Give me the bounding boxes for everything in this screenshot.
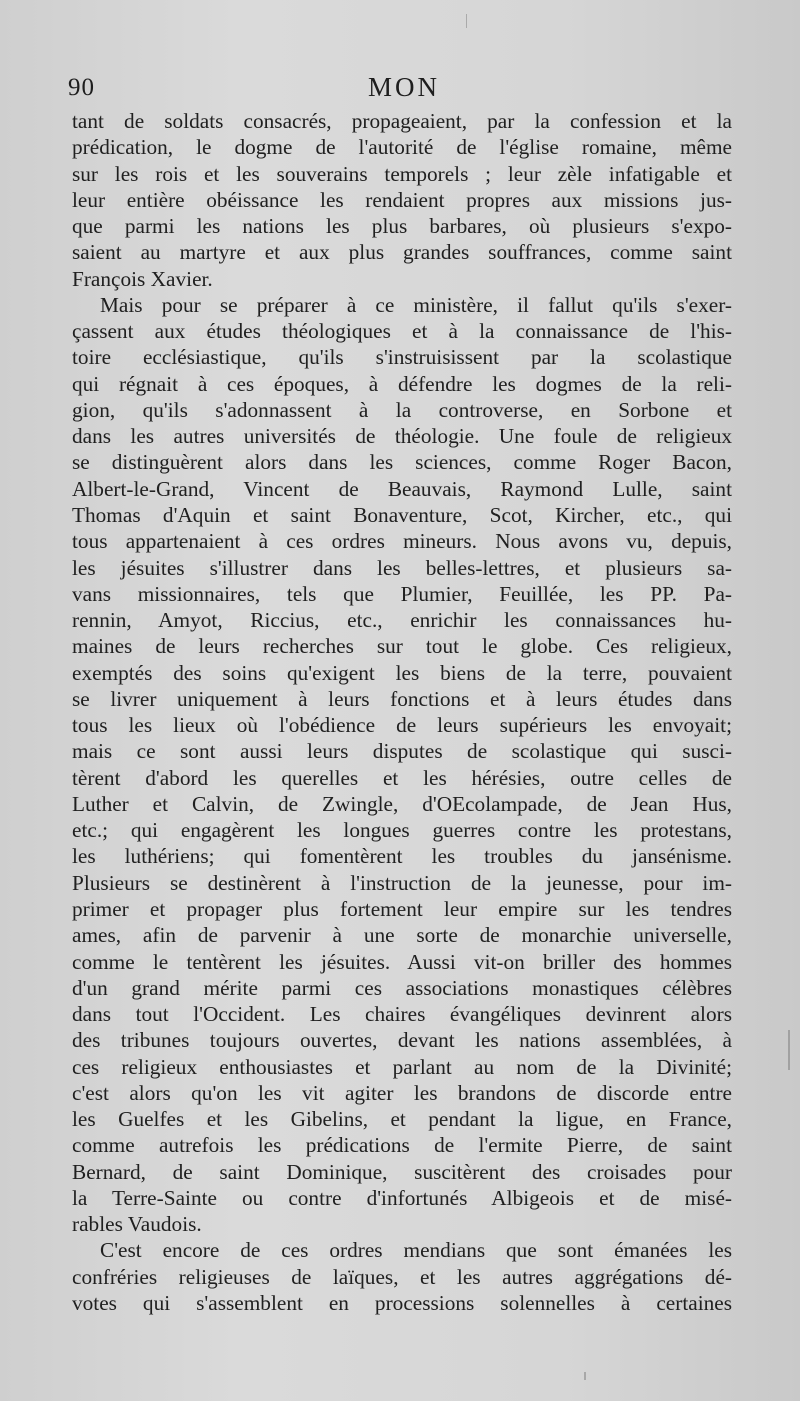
text-line: tous appartenaient à ces ordres mineurs. Nous avons vu, depuis,: [72, 529, 732, 554]
text-line: votes qui s'assemblent en processions solennelles à certaines: [72, 1290, 732, 1315]
text-line: François Xavier.: [72, 266, 213, 291]
text-line: se livrer uniquement à leurs fonctions et à leurs études dans: [72, 686, 732, 711]
text-line: toire ecclésiastique, qu'ils s'instruisissent par la scolastique: [72, 345, 732, 370]
text-line: que parmi les nations les plus barbares, où plusieurs s'expo-: [72, 214, 732, 239]
text-line: d'un grand mérite parmi ces associations monastiques célèbres: [72, 975, 732, 1000]
text-line: exemptés des soins qu'exigent les biens de la terre, pouvaient: [72, 660, 732, 685]
text-line: ces religieux enthousiastes et parlant au nom de la Divinité;: [72, 1054, 732, 1079]
text-line: prédication, le dogme de l'autorité de l'église romaine, même: [72, 135, 732, 160]
text-line: qui régnait à ces époques, à défendre les dogmes de la reli-: [72, 371, 732, 396]
text-line: Bernard, de saint Dominique, suscitèrent des croisades pour: [72, 1159, 732, 1184]
text-line: rables Vaudois.: [72, 1212, 202, 1237]
text-line: sur les rois et les souverains temporels ; leur zèle infatigable et: [72, 161, 732, 186]
text-line: comme le tentèrent les jésuites. Aussi vit-on briller des hommes: [72, 949, 732, 974]
page-number: 90: [68, 74, 95, 101]
text-line: les Guelfes et les Gibelins, et pendant la ligue, en France,: [72, 1107, 732, 1132]
text-line: tèrent d'abord les querelles et les hérésies, outre celles de: [72, 765, 732, 790]
text-line: les luthériens; qui fomentèrent les troubles du jansénisme.: [72, 844, 732, 869]
body-text: [72, 108, 732, 1316]
text-line: des tribunes toujours ouvertes, devant les nations assemblées, à: [72, 1028, 732, 1053]
paper-speck: [584, 1372, 586, 1380]
text-line: les jésuites s'illustrer dans les belles-lettres, et plusieurs sa-: [72, 555, 732, 580]
paragraph-first-line: Mais pour se préparer à ce ministère, il fallut qu'ils s'exer-: [100, 292, 732, 317]
text-line: comme autrefois les prédications de l'ermite Pierre, de saint: [72, 1133, 732, 1158]
paragraph-first-line: C'est encore de ces ordres mendians que sont émanées les: [100, 1238, 732, 1263]
text-line: tant de soldats consacrés, propageaient, par la confession et la: [72, 109, 732, 133]
paper-speck: [466, 14, 467, 28]
text-line: vans missionnaires, tels que Plumier, Feuillée, les PP. Pa-: [72, 581, 732, 606]
text-line: maines de leurs recherches sur tout le globe. Ces religieux,: [72, 634, 732, 659]
text-line: dans les autres universités de théologie. Une foule de religieux: [72, 424, 732, 449]
text-line: dans tout l'Occident. Les chaires évangéliques devinrent alors: [72, 1002, 732, 1027]
text-line: ames, afin de parvenir à une sorte de monarchie universelle,: [72, 923, 732, 948]
running-head: MON: [368, 72, 441, 102]
text-line: la Terre-Sainte ou contre d'infortunés Albigeois et de misé-: [72, 1185, 732, 1210]
text-line: etc.; qui engagèrent les longues guerres contre les protestans,: [72, 818, 732, 843]
text-line: saient au martyre et aux plus grandes souffrances, comme saint: [72, 240, 732, 265]
text-line: se distinguèrent alors dans les sciences, comme Roger Bacon,: [72, 450, 732, 475]
page-header: [68, 70, 733, 106]
text-line: mais ce sont aussi leurs disputes de scolastique qui susci-: [72, 739, 732, 764]
text-line: Thomas d'Aquin et saint Bonaventure, Scot, Kircher, etc., qui: [72, 502, 732, 527]
text-line: gion, qu'ils s'adonnassent à la controverse, en Sorbone et: [72, 397, 732, 422]
text-line: leur entière obéissance les rendaient propres aux missions jus-: [72, 187, 732, 212]
text-line: rennin, Amyot, Riccius, etc., enrichir les connaissances hu-: [72, 608, 732, 633]
text-line: primer et propager plus fortement leur empire sur les tendres: [72, 896, 732, 921]
text-line: Albert-le-Grand, Vincent de Beauvais, Raymond Lulle, saint: [72, 476, 732, 501]
text-line: çassent aux études théologiques et à la connaissance de l'his-: [72, 319, 732, 344]
paper-speck: [788, 1030, 790, 1070]
text-line: tous les lieux où l'obédience de leurs supérieurs les envoyait;: [72, 713, 732, 738]
text-line: c'est alors qu'on les vit agiter les brandons de discorde entre: [72, 1080, 732, 1105]
text-line: Plusieurs se destinèrent à l'instruction de la jeunesse, pour im-: [72, 870, 732, 895]
text-line: confréries religieuses de laïques, et les autres aggrégations dé-: [72, 1264, 732, 1289]
text-line: Luther et Calvin, de Zwingle, d'OEcolampade, de Jean Hus,: [72, 791, 732, 816]
